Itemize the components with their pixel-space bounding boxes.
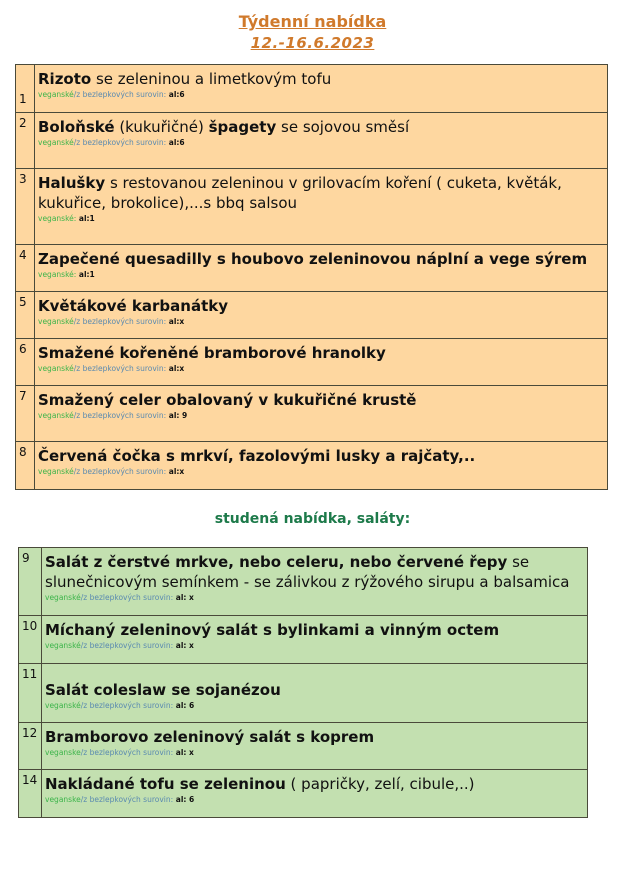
dish-name-bold: Míchaný zeleninový salát s bylinkami a vinným octem: [45, 621, 500, 639]
cold-menu-title: studená nabídka, saláty:: [214, 511, 411, 527]
menu-row: [19, 548, 588, 616]
gluten-free-label: /z bezlepkových surovin:: [80, 748, 174, 757]
diet-note: [38, 138, 604, 148]
item-body: [35, 169, 608, 245]
dish-name-text: se zeleninou a limetkovým tofu: [91, 70, 332, 88]
vegan-label: veganské:: [38, 270, 77, 279]
vegan-label: veganské: [45, 593, 81, 602]
item-body: [42, 664, 588, 723]
item-number: 7: [16, 386, 35, 442]
dish-name-bold: Zapečené quesadilly s houbovo zeleninovou náplní a vege sýrem: [38, 250, 588, 268]
page-title: Týdenní nabídka: [238, 12, 387, 31]
vegan-label: veganské: [38, 90, 74, 99]
menu-row: [16, 292, 608, 339]
item-number: 8: [16, 442, 35, 490]
dish-name-bold: Květákové karbanátky: [38, 297, 228, 315]
vegan-label: veganské: [38, 411, 74, 420]
vegan-label: veganské: [45, 701, 81, 710]
menu-row: [16, 169, 608, 245]
diet-note: [38, 364, 604, 374]
diet-note: [38, 467, 604, 477]
menu-row: [16, 245, 608, 292]
item-number: 2: [16, 113, 35, 169]
vegan-label: veganské: [38, 364, 74, 373]
dish-name: [38, 446, 604, 466]
menu-row: [19, 770, 588, 818]
diet-note: [38, 270, 604, 280]
dish-name-bold: Nakládané tofu se zeleninou: [45, 775, 286, 793]
dish-name: [38, 173, 604, 213]
dish-name-bold: Rizoto: [38, 70, 92, 88]
gluten-free-label: /z bezlepkových surovin:: [73, 364, 167, 373]
item-number: 4: [16, 245, 35, 292]
menu-row: [16, 113, 608, 169]
vegan-label: veganské: [38, 467, 74, 476]
item-number: 12: [19, 723, 42, 770]
dish-name-bold: Salát z čerstvé mrkve, nebo celeru, nebo červené řepy: [45, 553, 508, 571]
menu-row: [19, 664, 588, 723]
item-body: [42, 770, 588, 818]
item-number: 3: [16, 169, 35, 245]
diet-note: [45, 701, 584, 711]
gluten-free-label: /z bezlepkových surovin:: [80, 593, 174, 602]
dish-name-text: se slunečnicovým semínkem - se zálivkou z rýžového sirupu a balsamica: [45, 553, 570, 591]
gluten-free-label: /z bezlepkových surovin:: [80, 701, 174, 710]
dish-name: [45, 620, 584, 640]
menu-row: [16, 386, 608, 442]
dish-name: [38, 296, 604, 316]
vegan-label: veganské: [38, 138, 74, 147]
item-body: [35, 65, 608, 113]
item-number: 9: [19, 548, 42, 616]
dish-name: [45, 774, 584, 794]
dish-name-text: (kukuřičné): [114, 118, 209, 136]
gluten-free-label: /z bezlepkových surovin:: [73, 411, 167, 420]
gluten-free-label: /z bezlepkových surovin:: [80, 641, 174, 650]
dish-name: [38, 69, 604, 89]
dish-name-bold: špagety: [208, 118, 277, 136]
item-body: [35, 442, 608, 490]
item-body: [42, 616, 588, 664]
allergen-code: al:x: [166, 317, 185, 326]
item-body: [42, 548, 588, 616]
allergen-code: al:6: [166, 138, 185, 147]
diet-note: [38, 214, 604, 224]
dish-name: [38, 343, 604, 363]
allergen-code: al:1: [76, 270, 95, 279]
vegan-label: veganské: [38, 317, 74, 326]
item-number: 1: [16, 65, 35, 113]
allergen-code: al:x: [166, 467, 185, 476]
gluten-free-label: /z bezlepkových surovin:: [73, 90, 167, 99]
dish-name: [45, 552, 584, 592]
item-number: 6: [16, 339, 35, 386]
allergen-code: al: x: [173, 593, 194, 602]
allergen-code: al: 6: [173, 795, 195, 804]
item-body: [35, 113, 608, 169]
menu-row: [16, 339, 608, 386]
diet-note: [38, 411, 604, 421]
dish-name: [38, 117, 604, 137]
allergen-code: al: 9: [166, 411, 188, 420]
dish-name-bold: Červená čočka s mrkví, fazolovými lusky a rajčaty,..: [38, 447, 476, 465]
diet-note: [45, 795, 584, 805]
gluten-free-label: /z bezlepkových surovin:: [80, 795, 174, 804]
allergen-code: al:6: [166, 90, 185, 99]
item-number: 14: [19, 770, 42, 818]
allergen-code: al:x: [166, 364, 185, 373]
dish-name-text: s restovanou zeleninou v grilovacím koření ( cuketa, květák, kukuřice, brokolice),...s bbq salsou: [38, 174, 562, 212]
gluten-free-label: /z bezlepkových surovin:: [73, 467, 167, 476]
item-body: [35, 339, 608, 386]
vegan-label: veganske: [45, 795, 81, 804]
dish-name-text: se sojovou směsí: [276, 118, 410, 136]
item-number: 11: [19, 664, 42, 723]
item-body: [35, 245, 608, 292]
dish-name-bold: Smažený celer obalovaný v kukuřičné krustě: [38, 391, 417, 409]
dish-name-bold: Halušky: [38, 174, 106, 192]
vegan-label: veganske: [45, 748, 81, 757]
diet-note: [45, 748, 584, 758]
dish-name-text: ( papričky, zelí, cibule,..): [285, 775, 475, 793]
vegan-label: veganské:: [38, 214, 77, 223]
dish-name: [45, 680, 584, 700]
date-range: 12.-16.6.2023: [250, 34, 375, 52]
diet-note: [38, 90, 604, 100]
gluten-free-label: /z bezlepkových surovin:: [73, 317, 167, 326]
menu-row: [16, 442, 608, 490]
menu-row: [19, 616, 588, 664]
dish-name-bold: Boloňské: [38, 118, 115, 136]
gluten-free-label: /z bezlepkových surovin:: [73, 138, 167, 147]
item-body: [42, 723, 588, 770]
cold-menu-table: [18, 547, 588, 818]
diet-note: [45, 593, 584, 603]
menu-row: [19, 723, 588, 770]
dish-name-bold: Salát coleslaw se sojanézou: [45, 681, 281, 699]
menu-row: [16, 65, 608, 113]
allergen-code: al:1: [76, 214, 95, 223]
item-body: [35, 386, 608, 442]
dish-name: [38, 249, 604, 269]
allergen-code: al: x: [173, 641, 194, 650]
item-number: 10: [19, 616, 42, 664]
dish-name: [38, 390, 604, 410]
item-body: [35, 292, 608, 339]
diet-note: [38, 317, 604, 327]
diet-note: [45, 641, 584, 651]
dish-name: [45, 727, 584, 747]
allergen-code: al: x: [173, 748, 194, 757]
dish-name-bold: Bramborovo zeleninový salát s koprem: [45, 728, 375, 746]
hot-menu-table: [15, 64, 608, 490]
item-number: 5: [16, 292, 35, 339]
allergen-code: al: 6: [173, 701, 195, 710]
dish-name-bold: Smažené kořeněné bramborové hranolky: [38, 344, 386, 362]
vegan-label: veganské: [45, 641, 81, 650]
